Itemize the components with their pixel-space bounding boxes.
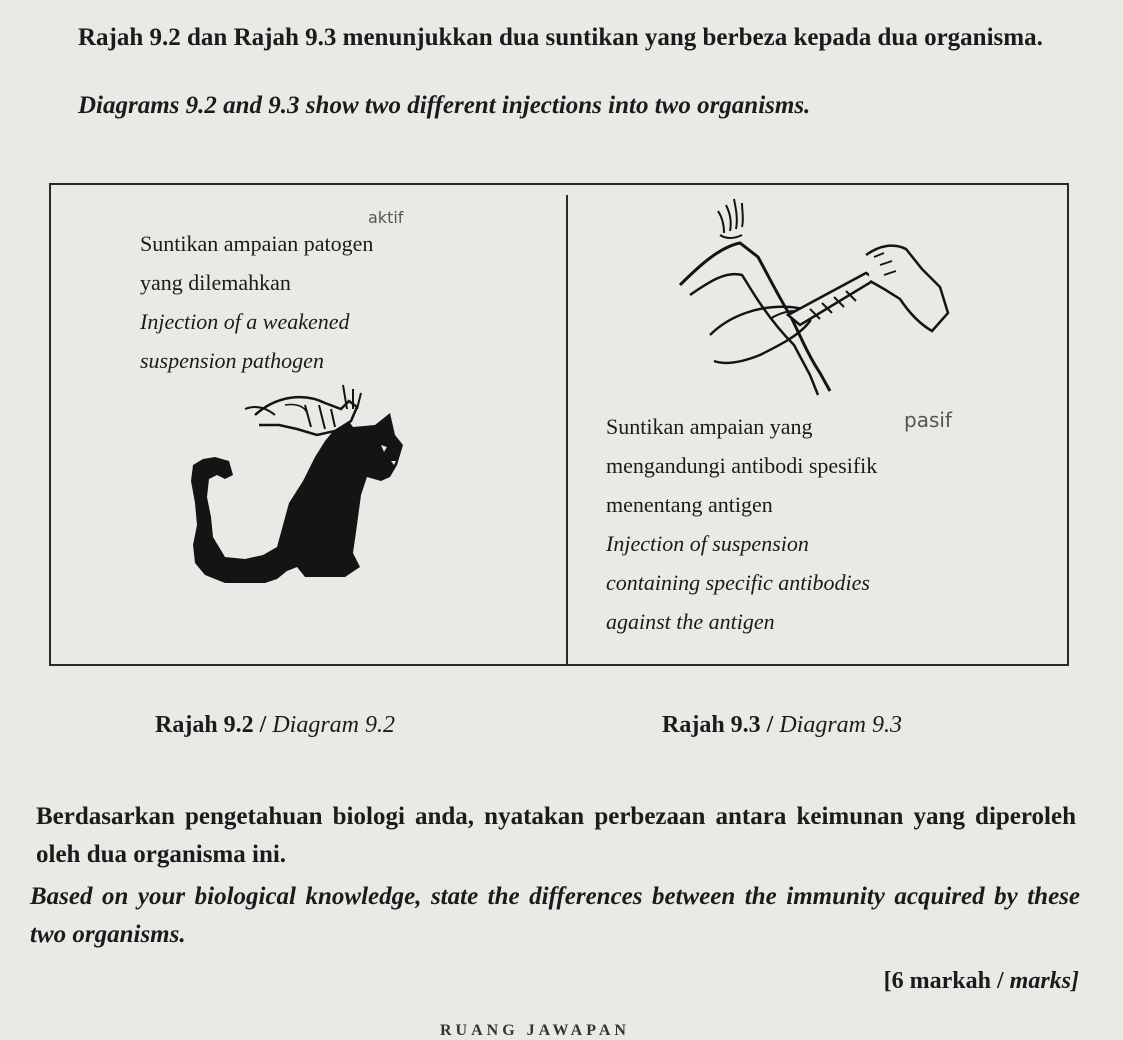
left-label-malay-1: Suntikan ampaian patogen (140, 231, 374, 256)
diagram-divider (566, 195, 568, 665)
intro-english: Diagrams 9.2 and 9.3 show two different injections into two organisms. (78, 92, 811, 119)
left-label-malay-2: yang dilemahkan (140, 270, 291, 295)
right-label-english-3: against the antigen (606, 609, 775, 634)
answer-space-heading: RUANG JAWAPAN (440, 1022, 630, 1039)
right-label-malay-3: menentang antigen (606, 492, 773, 517)
syringe (788, 273, 876, 325)
caption-diagram-9-2 (155, 712, 395, 739)
cat-silhouette (191, 413, 403, 583)
right-label-english-1: Injection of suspension (606, 531, 809, 556)
right-label-malay-2: mengandungi antibodi spesifik (606, 453, 878, 478)
handwritten-note-aktif: aktif (368, 208, 404, 227)
marks-malay: [6 markah / (883, 968, 1004, 994)
question-malay: Berdasarkan pengetahuan biologi anda, nyatakan perbezaan antara keimunan yang diperoleh oleh dua organisma ini. (36, 803, 1076, 868)
left-label-english-2: suspension pathogen (140, 348, 324, 373)
handwritten-note-pasif: pasif (904, 408, 952, 432)
human-injection-illustration (670, 195, 960, 405)
marks-label (884, 968, 1079, 995)
hand-outline-right (866, 246, 948, 331)
caption-right-english: Diagram 9.3 (779, 712, 903, 738)
left-label-english-1: Injection of a weakened (140, 309, 350, 334)
right-label-english-2: containing specific antibodies (606, 570, 870, 595)
question-english: Based on your biological knowledge, state the differences between the immunity acquired by these two organisms. (30, 883, 1080, 948)
caption-right-malay: Rajah 9.3 / (662, 712, 774, 738)
marks-english: marks] (1009, 968, 1079, 994)
intro-malay: Rajah 9.2 dan Rajah 9.3 menunjukkan dua suntikan yang berbeza kepada dua organisma. (78, 24, 1043, 51)
caption-left-malay: Rajah 9.2 / (155, 712, 267, 738)
caption-diagram-9-3 (662, 712, 902, 739)
caption-left-english: Diagram 9.2 (272, 712, 396, 738)
diagram-left-label (140, 224, 373, 380)
fingers-top (718, 199, 743, 233)
cat-injection-illustration (185, 385, 435, 585)
right-label-malay-1: Suntikan ampaian yang (606, 414, 813, 439)
diagram-right-label (606, 407, 877, 641)
